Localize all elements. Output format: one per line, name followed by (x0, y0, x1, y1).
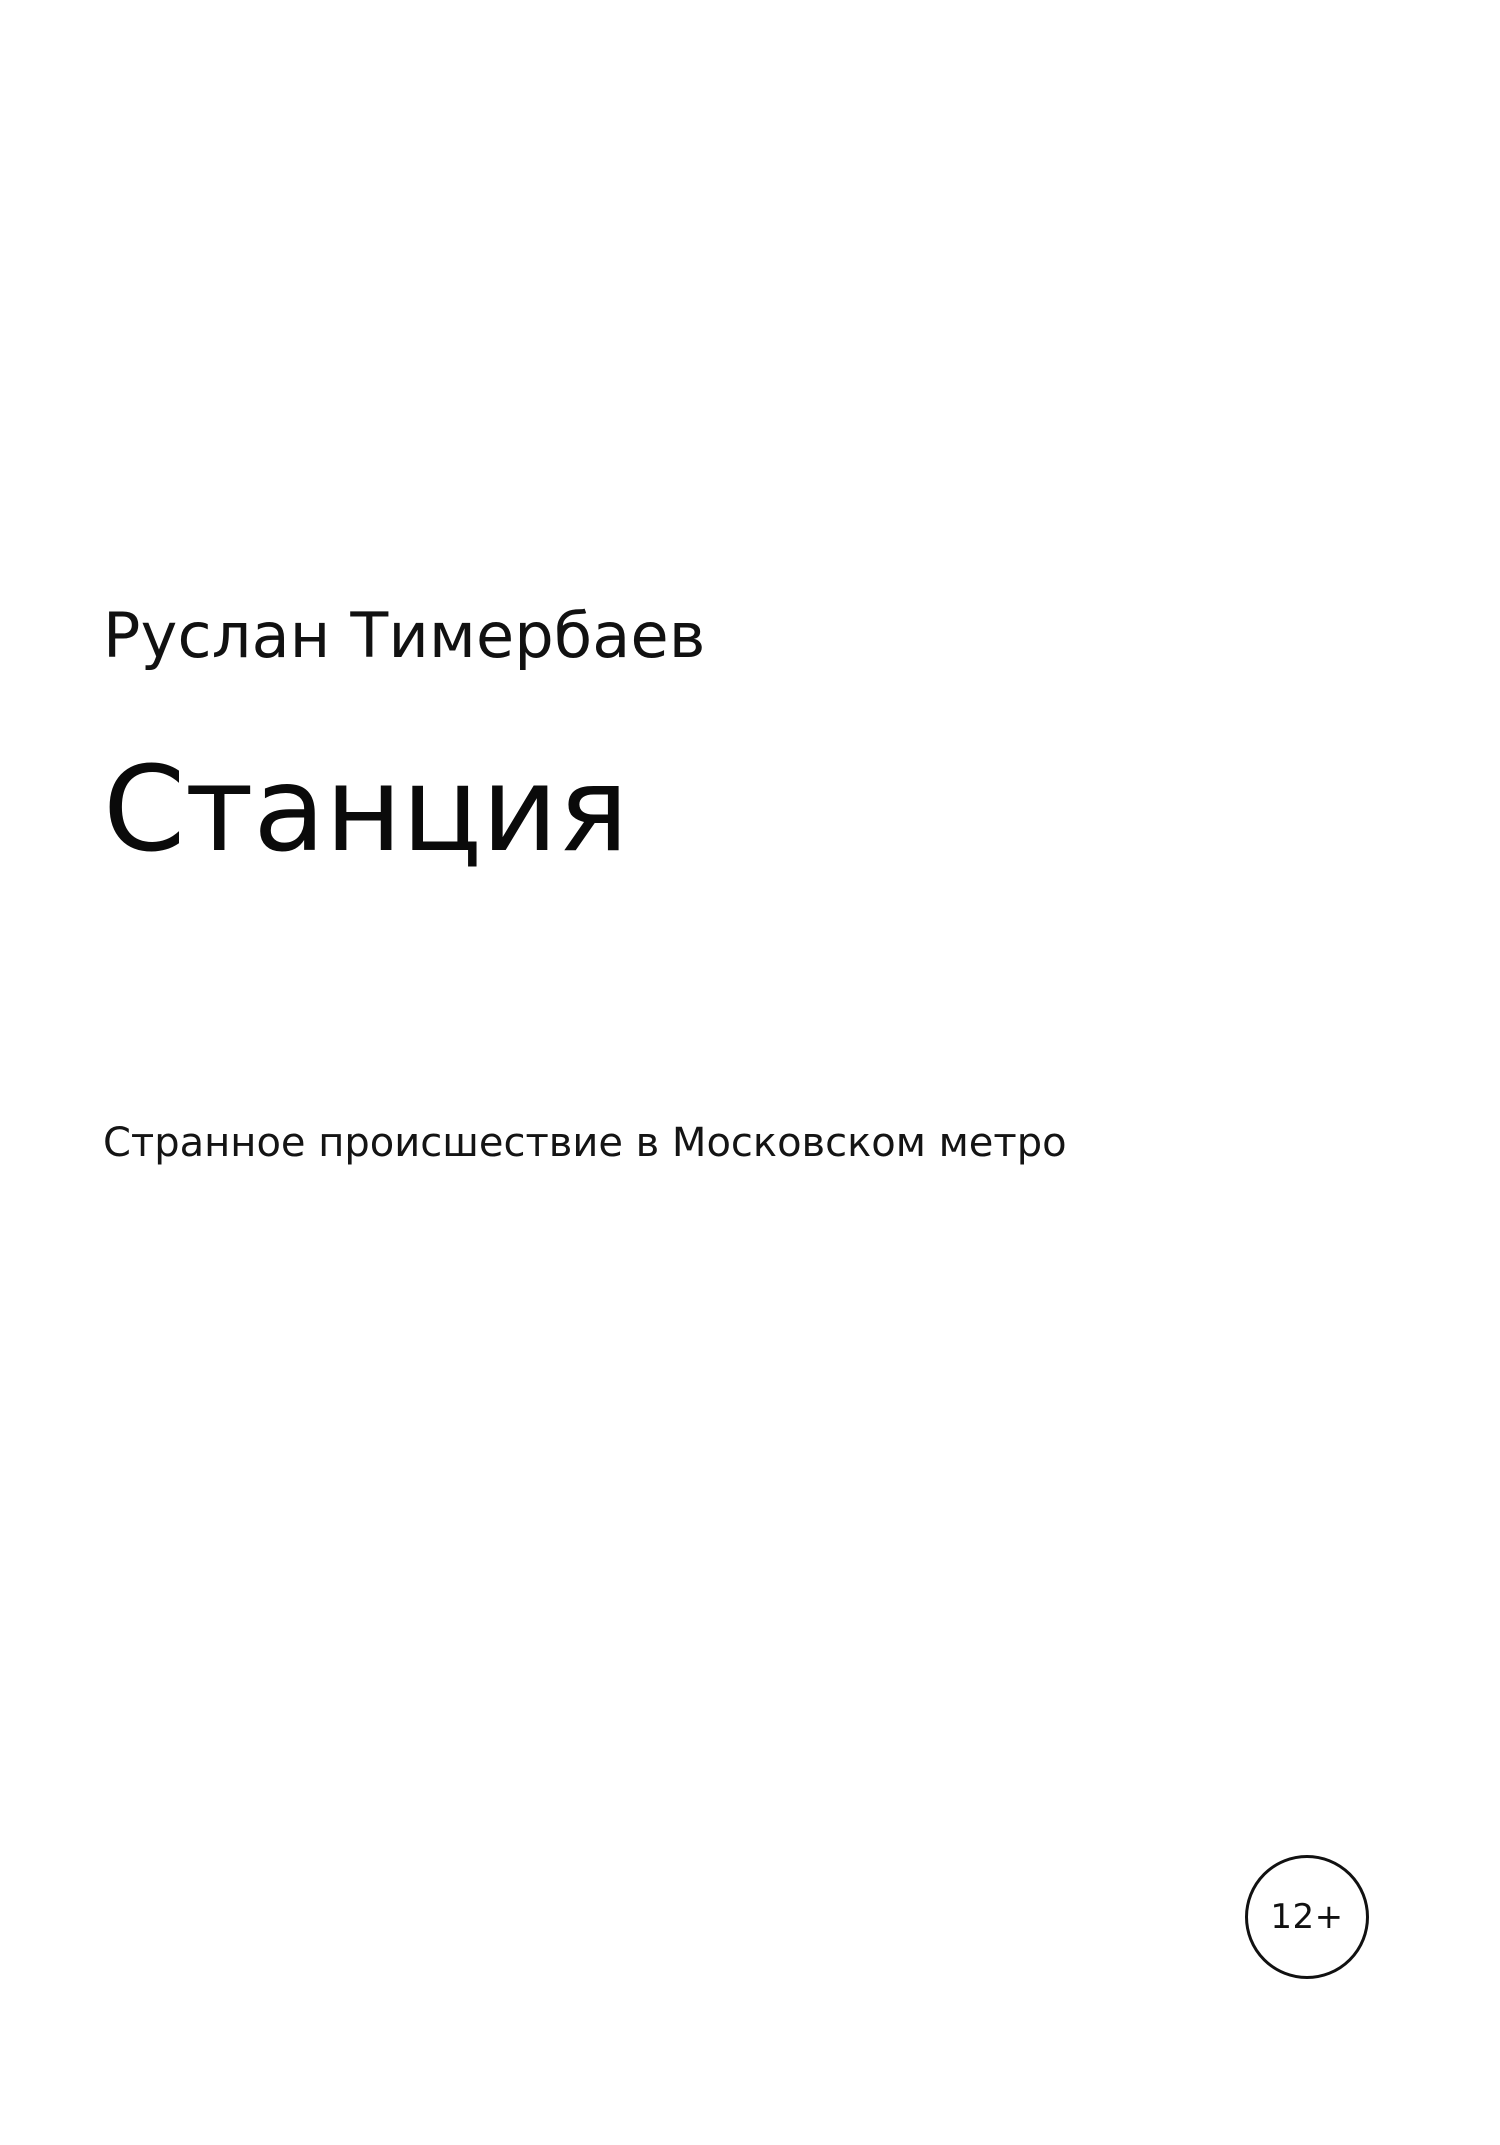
book-author: Руслан Тимербаев (103, 599, 706, 672)
age-rating-label: 12+ (1270, 1897, 1344, 1937)
book-subtitle: Странное происшествие в Московском метро (103, 1120, 1067, 1167)
cover-text-block (103, 600, 1283, 1169)
age-rating-badge (1245, 1855, 1369, 1979)
book-title: Станция (103, 740, 629, 879)
